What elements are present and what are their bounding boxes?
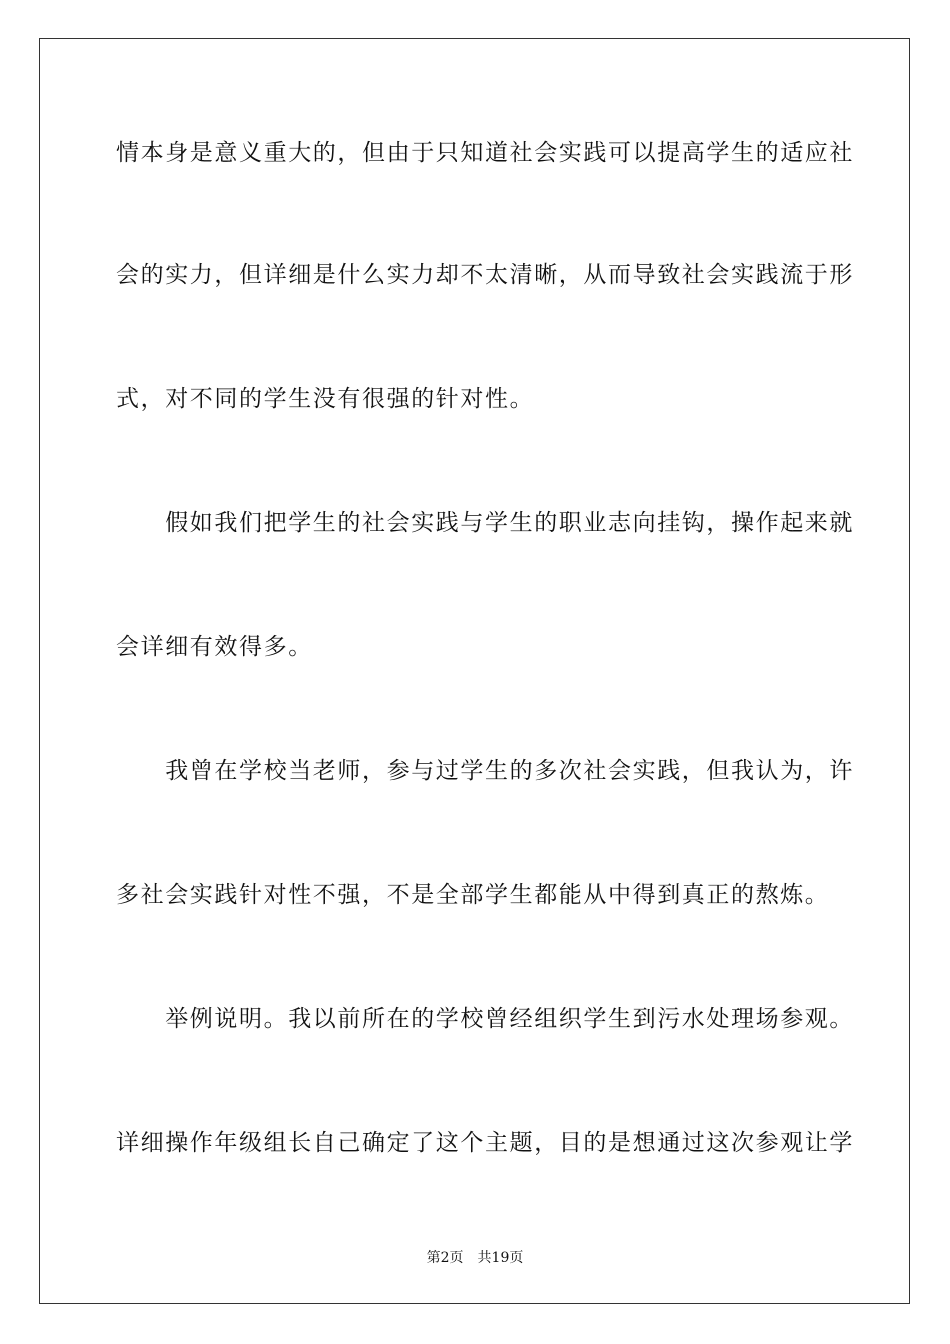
text-line: 我曾在学校当老师，参与过学生的多次社会实践，但我认为，许 (116, 758, 854, 784)
page-number: 第2页 (426, 1250, 464, 1266)
text-line: 举例说明。我以前所在的学校曾经组织学生到污水处理场参观。 (116, 1006, 854, 1032)
text-line: 多社会实践针对性不强，不是全部学生都能从中得到真正的熬炼。 (116, 882, 830, 908)
text-line: 式，对不同的学生没有很强的针对性。 (116, 386, 535, 412)
text-line: 详细操作年级组长自己确定了这个主题，目的是想通过这次参观让学 (116, 1130, 854, 1156)
text-line: 会详细有效得多。 (116, 634, 313, 660)
text-line: 情本身是意义重大的，但由于只知道社会实践可以提高学生的适应社 (116, 140, 854, 166)
page-border (39, 38, 910, 1304)
text-line: 假如我们把学生的社会实践与学生的职业志向挂钩，操作起来就 (116, 510, 854, 536)
page-footer (0, 1247, 950, 1267)
text-line: 会的实力，但详细是什么实力却不太清晰，从而导致社会实践流于形 (116, 262, 854, 288)
page-total: 共19页 (477, 1250, 524, 1266)
